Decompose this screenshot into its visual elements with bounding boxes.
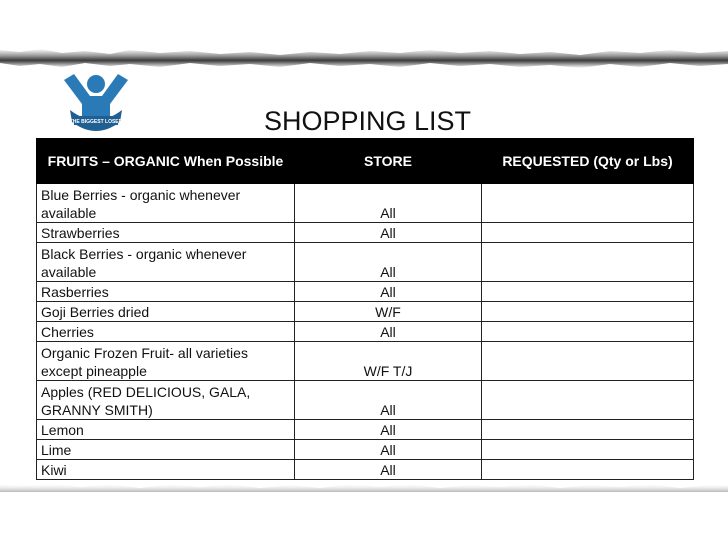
item-cell: Lime	[37, 440, 295, 460]
store-cell: W/F T/J	[295, 342, 482, 381]
requested-cell[interactable]	[482, 342, 694, 381]
page-title: SHOPPING LIST	[264, 106, 472, 136]
page-bottom-area	[0, 492, 728, 546]
store-cell: All	[295, 420, 482, 440]
column-header-store: STORE	[295, 139, 482, 184]
item-cell: Blue Berries - organic whenever available	[37, 184, 295, 223]
table-row	[37, 223, 694, 243]
store-cell: All	[295, 440, 482, 460]
item-cell: Strawberries	[37, 223, 295, 243]
table-header-row	[37, 139, 694, 184]
store-cell: All	[295, 223, 482, 243]
table-row	[37, 420, 694, 440]
requested-cell[interactable]	[482, 184, 694, 223]
table-row	[37, 381, 694, 420]
requested-cell[interactable]	[482, 322, 694, 342]
store-cell: All	[295, 460, 482, 480]
requested-cell[interactable]	[482, 381, 694, 420]
table-row	[37, 184, 694, 223]
biggest-loser-logo	[60, 70, 132, 138]
item-cell: Organic Frozen Fruit- all varieties except pineapple	[37, 342, 295, 381]
column-header-requested: REQUESTED (Qty or Lbs)	[482, 139, 694, 184]
table-row	[37, 302, 694, 322]
store-cell: All	[295, 243, 482, 282]
table-row	[37, 342, 694, 381]
table-row	[37, 282, 694, 302]
item-cell: Rasberries	[37, 282, 295, 302]
store-cell: W/F	[295, 302, 482, 322]
requested-cell[interactable]	[482, 440, 694, 460]
table-row	[37, 322, 694, 342]
item-cell: Goji Berries dried	[37, 302, 295, 322]
requested-cell[interactable]	[482, 282, 694, 302]
requested-cell[interactable]	[482, 223, 694, 243]
requested-cell[interactable]	[482, 243, 694, 282]
svg-text:THE BIGGEST LOSER: THE BIGGEST LOSER	[69, 119, 123, 125]
shopping-list-table	[36, 138, 694, 480]
store-cell: All	[295, 381, 482, 420]
table-row	[37, 440, 694, 460]
item-cell: Kiwi	[37, 460, 295, 480]
item-cell: Lemon	[37, 420, 295, 440]
store-cell: All	[295, 184, 482, 223]
item-cell: Apples (RED DELICIOUS, GALA, GRANNY SMITH)	[37, 381, 295, 420]
store-cell: All	[295, 322, 482, 342]
requested-cell[interactable]	[482, 302, 694, 322]
requested-cell[interactable]	[482, 420, 694, 440]
table-row	[37, 243, 694, 282]
store-cell: All	[295, 282, 482, 302]
item-cell: Black Berries - organic whenever available	[37, 243, 295, 282]
column-header-fruits: FRUITS – ORGANIC When Possible	[37, 139, 295, 184]
item-cell: Cherries	[37, 322, 295, 342]
